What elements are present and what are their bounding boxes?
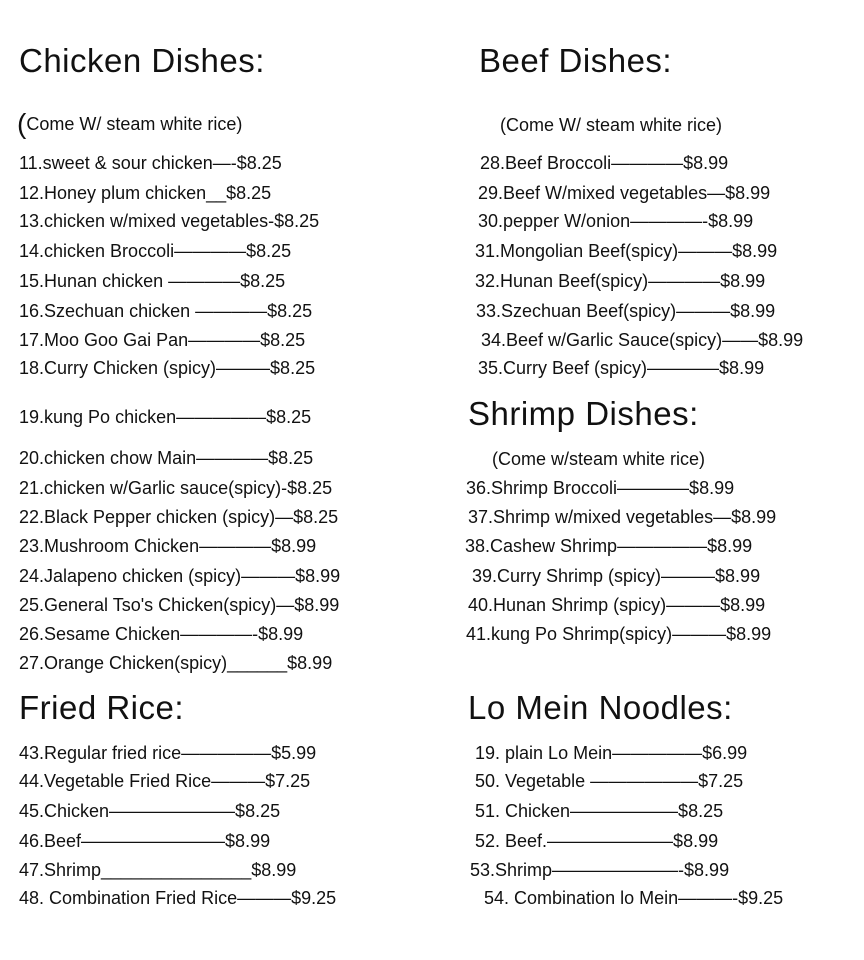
menu-item: 34.Beef w/Garlic Sauce(spicy)——$8.99 [481, 330, 804, 350]
menu-item: 22.Black Pepper chicken (spicy)—$8.25 [19, 507, 339, 527]
menu-item: 48. Combination Fried Rice———$9.25 [19, 888, 337, 908]
menu-item: 16.Szechuan chicken ————$8.25 [19, 301, 313, 321]
menu-item: 27.Orange Chicken(spicy)______$8.99 [19, 653, 333, 673]
menu-item: 30.pepper W/onion————-$8.99 [478, 211, 754, 231]
menu-item: 47.Shrimp_______________$8.99 [19, 860, 297, 880]
chicken-note-paren: ( [17, 108, 27, 139]
menu-item: 25.General Tso's Chicken(spicy)—$8.99 [19, 595, 340, 615]
chicken-note-text: Come W/ steam white rice) [26, 114, 243, 134]
menu-item: 24.Jalapeno chicken (spicy)———$8.99 [19, 566, 341, 586]
menu-item: 12.Honey plum chicken__$8.25 [19, 183, 272, 203]
menu-item: 20.chicken chow Main————$8.25 [19, 448, 314, 468]
menu-item: 18.Curry Chicken (spicy)———$8.25 [19, 358, 316, 378]
menu-item: 35.Curry Beef (spicy)————$8.99 [478, 358, 765, 378]
menu-item: 53.Shrimp———————-$8.99 [470, 860, 730, 880]
menu-item: 43.Regular fried rice—————$5.99 [19, 743, 317, 763]
menu-item: 19. plain Lo Mein—————$6.99 [475, 743, 748, 763]
beef-dishes-heading: Beef Dishes: [479, 42, 673, 79]
menu-item: 13.chicken w/mixed vegetables-$8.25 [19, 211, 320, 231]
menu-item: 36.Shrimp Broccoli————$8.99 [466, 478, 735, 498]
menu-item: 21.chicken w/Garlic sauce(spicy)-$8.25 [19, 478, 333, 498]
menu-item: 29.Beef W/mixed vegetables—$8.99 [478, 183, 771, 203]
menu-item: 32.Hunan Beef(spicy)————$8.99 [475, 271, 766, 291]
menu-item: 33.Szechuan Beef(spicy)———$8.99 [476, 301, 776, 321]
menu-item: 39.Curry Shrimp (spicy)———$8.99 [472, 566, 761, 586]
fried-rice-heading: Fried Rice: [19, 689, 185, 726]
menu-item: 11.sweet & sour chicken—-$8.25 [19, 153, 282, 173]
menu-item: 50. Vegetable ——————$7.25 [475, 771, 744, 791]
lo-mein-noodles-heading: Lo Mein Noodles: [468, 689, 733, 726]
menu-item: 15.Hunan chicken ————$8.25 [19, 271, 286, 291]
chicken-dishes-heading: Chicken Dishes: [19, 42, 265, 79]
menu-item: 45.Chicken———————$8.25 [19, 801, 281, 821]
menu-item: 37.Shrimp w/mixed vegetables—$8.99 [468, 507, 777, 527]
menu-item: 14.chicken Broccoli————$8.25 [19, 241, 292, 261]
menu-item: 28.Beef Broccoli————$8.99 [480, 153, 729, 173]
menu-item: 38.Cashew Shrimp—————$8.99 [465, 536, 753, 556]
menu-item: 52. Beef.———————$8.99 [475, 831, 719, 851]
menu-item: 23.Mushroom Chicken————$8.99 [19, 536, 317, 556]
menu-item: 41.kung Po Shrimp(spicy)———$8.99 [466, 624, 772, 644]
shrimp-dishes-heading: Shrimp Dishes: [468, 395, 699, 432]
chicken-dishes-note [17, 110, 242, 138]
menu-item: 17.Moo Goo Gai Pan————$8.25 [19, 330, 306, 350]
menu-item: 51. Chicken——————$8.25 [475, 801, 724, 821]
menu-item: 46.Beef————————$8.99 [19, 831, 271, 851]
menu-item: 54. Combination lo Mein———-$9.25 [484, 888, 784, 908]
shrimp-dishes-note: (Come w/steam white rice) [492, 449, 706, 469]
menu-item: 40.Hunan Shrimp (spicy)———$8.99 [468, 595, 766, 615]
menu-item: 31.Mongolian Beef(spicy)———$8.99 [475, 241, 778, 261]
menu-item: 19.kung Po chicken—————$8.25 [19, 407, 312, 427]
beef-dishes-note: (Come W/ steam white rice) [500, 115, 723, 135]
menu-item: 26.Sesame Chicken————-$8.99 [19, 624, 304, 644]
menu-item: 44.Vegetable Fried Rice———$7.25 [19, 771, 311, 791]
